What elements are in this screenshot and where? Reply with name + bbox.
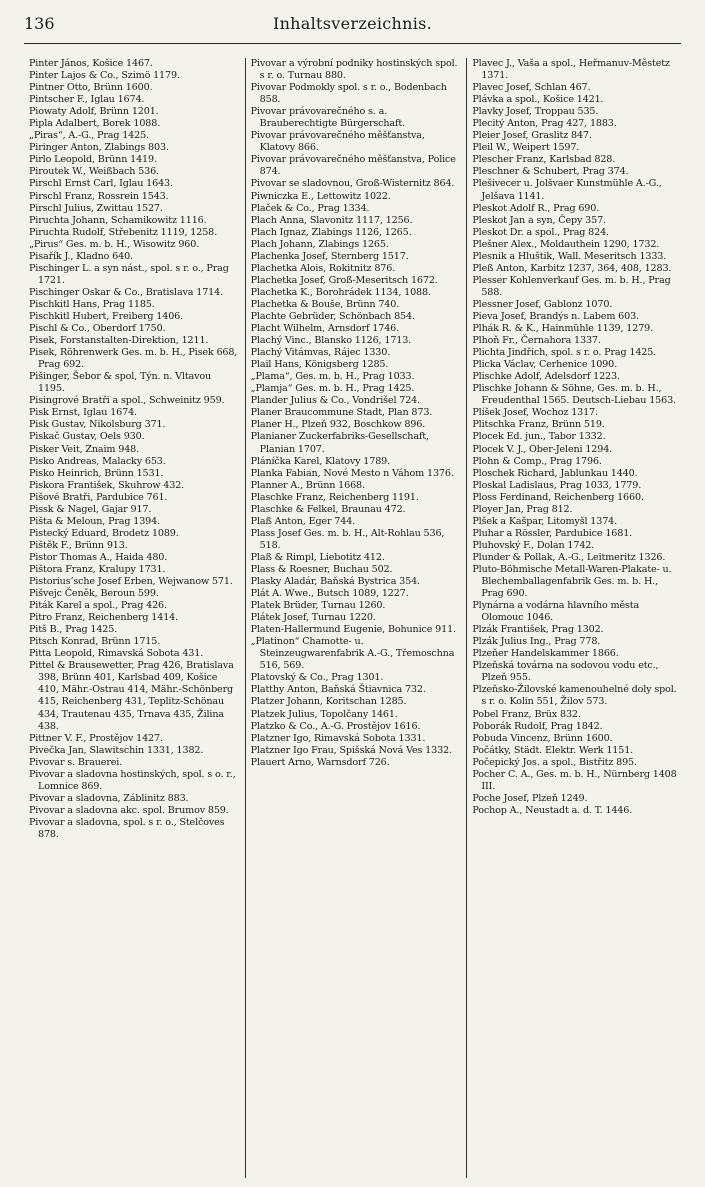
index-entry: Pivovar a sladovna akc. spol. Brumov 859.	[29, 804, 229, 816]
index-column-2	[245, 58, 467, 1178]
index-entry: Pivovar s. Brauerei.	[29, 756, 123, 768]
index-entry: Pleß Anton, Karbitz 1237, 364, 408, 1283.	[472, 262, 672, 274]
index-entry: Pieva Josef, Brandýs n. Labem 603.	[472, 310, 639, 322]
index-entry: Pisker Veit, Znaim 948.	[29, 443, 140, 455]
page-number: 136	[24, 14, 55, 33]
index-entry: Plauert Arno, Warnsdorf 726.	[250, 756, 390, 768]
index-entry: Plhák R. & K., Hainmühle 1139, 1279.	[472, 323, 654, 335]
index-entry: Pisek, Forstanstalten-Direktion, 1211.	[29, 335, 209, 347]
index-entry: Ployer Jan, Prag 812.	[472, 503, 573, 515]
index-entry: Plzák František, Prag 1302.	[472, 624, 604, 636]
index-entry: „Pirus“ Ges. m. b. H., Wisowitz 960.	[29, 238, 200, 250]
index-entry: Piowaty Adolf, Brünn 1201.	[29, 106, 159, 118]
index-entry: Pluhovský F., Dolan 1742.	[472, 539, 595, 551]
index-entry: Pleskot Dr. a spol., Prag 824.	[472, 226, 609, 238]
index-entry: Plichta Jindřich, spol. s r. o. Prag 1425.	[472, 347, 657, 359]
index-entry: Plicka Václav, Cerhenice 1090.	[472, 359, 617, 371]
index-entry: Pitš B., Prag 1425.	[29, 624, 118, 636]
index-entry: Plíšek Josef, Wochoz 1317.	[472, 407, 598, 419]
index-entry: Plátek Josef, Turnau 1220.	[250, 612, 376, 624]
index-entry: Pirschl Julius, Zwittau 1527.	[29, 202, 163, 214]
index-entry: Pleskot Jan a syn, Čepy 357.	[472, 214, 606, 226]
index-entry: Plachý Vitámvas, Rájec 1330.	[250, 347, 391, 359]
index-entry: Plachetka Josef, Groß-Meseritsch 1672.	[250, 274, 438, 286]
index-entry: Pobel Franz, Brüx 832.	[472, 708, 581, 720]
index-entry: Pirlo Leopold, Brünn 1419.	[29, 154, 157, 166]
index-entry: Ploschek Richard, Jablunkau 1440.	[472, 467, 638, 479]
index-entry: Plynárna a vodárna hlavního města Olomouc 1046.	[472, 600, 640, 624]
index-column-3	[466, 58, 688, 1178]
index-entry: Plessner Josef, Gablonz 1070.	[472, 298, 613, 310]
index-entry: Platzner Igo Frau, Spišská Nová Ves 1332.	[250, 744, 452, 756]
index-entry: Pistor Thomas A., Haida 480.	[29, 551, 168, 563]
index-entry: Poborák Rudolf, Prag 1842.	[472, 720, 603, 732]
index-entry: Pištora Franz, Kralupy 1731.	[29, 563, 166, 575]
index-entry: Piringer Anton, Zlabings 803.	[29, 142, 169, 154]
index-entry: Pitta Leopold, Rimavská Sobota 431.	[29, 648, 204, 660]
index-entry: Pivovar právovarečného měšťanstva, Police 874.	[250, 154, 456, 178]
index-entry: Pivovar Podmokly spol. s r. o., Bodenbach 858.	[250, 82, 447, 106]
index-entry: Poche Josef, Plzeň 1249.	[472, 792, 588, 804]
index-entry: Plesser Kohlenverkauf Ges. m. b. H., Prag 588.	[472, 274, 671, 298]
index-entry: Pluto-Böhmische Metall-Waren-Plakate- u. Blechemballagenfabrik Ges. m. b. H., Prag 690.	[472, 563, 672, 600]
index-entry: Plzeňer Handelskammer 1866.	[472, 648, 619, 660]
index-entry: Pintscher F., Iglau 1674.	[29, 94, 145, 106]
index-entry: Plachý Vinc., Blansko 1126, 1713.	[250, 335, 412, 347]
index-entry: „Plama“, Ges. m. b. H., Prag 1033.	[250, 371, 415, 383]
index-entry: Platen-Hallermund Eugenie, Bohunice 911.	[250, 624, 456, 636]
index-entry: Pivovar a výrobní podniky hostinských spol. s r. o. Turnau 880.	[250, 58, 458, 82]
index-entry: Plischke Johann & Söhne, Ges. m. b. H., Freudenthal 1565. Deutsch-Liebau 1563.	[472, 383, 676, 407]
index-entry: Plesnik a Hluštik, Wall. Meseritsch 1333.	[472, 250, 667, 262]
index-entry: Pivovar se sladovnou, Groß-Wisternitz 864.	[250, 178, 455, 190]
index-entry: Pinter Lajos & Co., Szimö 1179.	[29, 70, 180, 82]
index-entry: Plass & Roesner, Buchau 502.	[250, 563, 393, 575]
index-entry: Plaß Anton, Eger 744.	[250, 515, 356, 527]
index-entry: Ploskal Ladislaus, Prag 1033, 1779.	[472, 479, 642, 491]
index-entry: Placht Wilhelm, Arnsdorf 1746.	[250, 323, 400, 335]
index-entry: Pivovar a sladovna hostinských, spol. s o. r., Lomnice 869.	[29, 768, 236, 792]
index-entry: Planer Braucommune Stadt, Plan 873.	[250, 407, 433, 419]
index-entry: Piruchta Rudolf, Střebenitz 1119, 1258.	[29, 226, 218, 238]
index-entry: Pišta & Meloun, Prag 1394.	[29, 515, 160, 527]
index-entry: Plavec Josef, Schlan 467.	[472, 82, 591, 94]
index-entry: Pistecký Eduard, Brodetz 1089.	[29, 527, 179, 539]
index-entry: „Piras“, A.-G., Prag 1425.	[29, 130, 149, 142]
index-entry: Plunder & Pollak, A.-G., Leitmeritz 1326.	[472, 551, 666, 563]
index-entry: Pitsch Konrad, Brünn 1715.	[29, 636, 161, 648]
index-entry: Piskora František, Skuhrow 432.	[29, 479, 185, 491]
index-entry: Plát A. Wwe., Butsch 1089, 1227.	[250, 588, 409, 600]
index-entry: Pisk Gustav, Nikolsburg 371.	[29, 419, 166, 431]
index-entry: Plohn & Comp., Prag 1796.	[472, 455, 602, 467]
index-entry: Plach Johann, Zlabings 1265.	[250, 238, 389, 250]
page-header	[24, 14, 681, 40]
index-entry: Pocher C. A., Ges. m. b. H., Nürnberg 1408 III.	[472, 768, 677, 792]
index-entry: Pischinger L. a syn nást., spol. s r. o., Prag 1721.	[29, 262, 229, 286]
index-entry: Piwniczka E., Lettowitz 1022.	[250, 190, 391, 202]
index-entry: Plocek Ed. jun., Tabor 1332.	[472, 431, 606, 443]
index-entry: Plšek a Kašpar, Litomyšl 1374.	[472, 515, 617, 527]
index-entry: Pipla Adalbert, Borek 1088.	[29, 118, 161, 130]
index-entry: Pobuda Vincenz, Brünn 1600.	[472, 732, 613, 744]
index-entry: Plachenka Josef, Sternberg 1517.	[250, 250, 409, 262]
index-entry: Plischke Adolf, Adelsdorf 1223.	[472, 371, 620, 383]
index-entry: Piskač Gustav, Oels 930.	[29, 431, 145, 443]
index-entry: „Platinon“ Chamotte- u. Steinzeugwarenfabrik A.-G., Třemoschna 516, 569.	[250, 636, 455, 672]
index-entry: Plachetka K., Borohrádek 1134, 1088.	[250, 286, 431, 298]
index-entry: Pischkitl Hubert, Freiberg 1406.	[29, 310, 184, 322]
index-entry: Piták Karel a spol., Prag 426.	[29, 600, 167, 612]
index-entry: Plitschka Franz, Brünn 519.	[472, 419, 605, 431]
index-entry: Pischinger Oskar & Co., Bratislava 1714.	[29, 286, 223, 298]
index-entry: Plzák Julius Ing., Prag 778.	[472, 636, 601, 648]
index-entry: Platzek Julius, Topolčany 1461.	[250, 708, 398, 720]
index-entry: Pištěk F., Brünn 913.	[29, 539, 128, 551]
index-entry: Plávka a spol., Košice 1421.	[472, 94, 604, 106]
index-entry: Pintner Otto, Brünn 1600.	[29, 82, 153, 94]
index-entry: Platek Brüder, Turnau 1260.	[250, 600, 386, 612]
index-entry: Pischkitl Hans, Prag 1185.	[29, 298, 155, 310]
index-entry: Pivovar a sladovna, spol. s r. o., Stelčoves 878.	[29, 816, 225, 840]
index-entry: Platzko & Co., A.-G. Prostějov 1616.	[250, 720, 421, 732]
index-entry: Plach Anna, Slavonitz 1117, 1256.	[250, 214, 413, 226]
index-entry: Pittel & Brausewetter, Prag 426, Bratislava 398, Brünn 401, Karlsbad 409, Košice 410, Mähr.-Ostrau 414, Mähr.-Schönberg 415, Reichenberg 431, Teplitz-Schönau 434, Trautenau 435, Trnava 435, Žilina 438.	[29, 660, 234, 732]
index-entry: Pleier Josef, Graslitz 847.	[472, 130, 592, 142]
index-entry: Plaschke & Felkel, Braunau 472.	[250, 503, 406, 515]
index-entry: Plecitý Anton, Prag 427, 1883.	[472, 118, 617, 130]
index-entry: Počepický Jos. a spol., Bistřitz 895.	[472, 756, 637, 768]
index-entry: Plander Julius & Co., Vondrišel 724.	[250, 395, 421, 407]
index-entry: Plešner Alex., Moldauthein 1290, 1732.	[472, 238, 660, 250]
index-entry: Pivovar právovarečného měšťanstva, Klatovy 866.	[250, 130, 425, 154]
index-entry: Pittner V. F., Prostějov 1427.	[29, 732, 163, 744]
index-entry: Plaschke Franz, Reichenberg 1191.	[250, 491, 419, 503]
index-entry: Plail Hans, Königsberg 1285.	[250, 359, 389, 371]
index-entry: Počátky, Städt. Elektr. Werk 1151.	[472, 744, 634, 756]
index-columns	[24, 58, 688, 1178]
index-entry: Plasky Aladár, Baňská Bystrica 354.	[250, 576, 420, 588]
header-rule	[24, 43, 681, 44]
index-entry: Pleschner & Schubert, Prag 374.	[472, 166, 629, 178]
index-entry: Pisařík J., Kladno 640.	[29, 250, 133, 262]
index-entry: Pisek, Röhrenwerk Ges. m. b. H., Pisek 668, Prag 692.	[29, 347, 238, 371]
index-entry: Pochop A., Neustadt a. d. T. 1446.	[472, 804, 633, 816]
index-entry: Pitro Franz, Reichenberg 1414.	[29, 612, 179, 624]
index-entry: Platzner Igo, Rimavská Sobota 1331.	[250, 732, 426, 744]
index-entry: Piroutek W., Weißbach 536.	[29, 166, 159, 178]
index-entry: Plavky Josef, Troppau 535.	[472, 106, 599, 118]
index-entry: Pišinger, Šebor & spol, Týn. n. Vltavou 1195.	[29, 371, 212, 395]
index-entry: Pinter János, Košice 1467.	[29, 58, 153, 69]
index-entry: Plaß & Rimpl, Liebotitz 412.	[250, 551, 385, 563]
index-entry: Platzer Johann, Koritschan 1285.	[250, 696, 407, 708]
index-entry: Pisingrové Bratři a spol., Schweinitz 959.	[29, 395, 225, 407]
index-entry: Plachte Gebrüder, Schönbach 854.	[250, 310, 415, 322]
index-entry: „Plamja“ Ges. m. b. H., Prag 1425.	[250, 383, 415, 395]
index-entry: Piruchta Johann, Schamikowitz 1116.	[29, 214, 207, 226]
index-entry: Platovský & Co., Prag 1301.	[250, 672, 384, 684]
index-entry: Plass Josef Ges. m. b. H., Alt-Rohlau 536, 518.	[250, 527, 445, 551]
index-entry: Pirschl Ernst Carl, Iglau 1643.	[29, 178, 173, 190]
index-column-1	[24, 58, 245, 1178]
index-entry: Plachetka & Bouše, Brünn 740.	[250, 298, 400, 310]
index-entry: Pirschl Franz, Rossrein 1543.	[29, 190, 169, 202]
page-title: Inhaltsverzeichnis.	[272, 14, 433, 33]
index-entry: Planianer Zuckerfabriks-Gesellschaft, Planian 1707.	[250, 431, 429, 455]
index-entry: Plocek V. J., Ober-Jeleni 1294.	[472, 443, 613, 455]
index-entry: Ploss Ferdinand, Reichenberg 1660.	[472, 491, 644, 503]
index-entry: Planka Fabian, Nové Mesto n Váhom 1376.	[250, 467, 454, 479]
index-entry: Pisko Heinrich, Brünn 1531.	[29, 467, 164, 479]
index-entry: Pissk & Nagel, Gajar 917.	[29, 503, 152, 515]
index-entry: Plach Ignaz, Zlabings 1126, 1265.	[250, 226, 412, 238]
index-entry: Pišové Bratři, Pardubice 761.	[29, 491, 168, 503]
index-entry: Pisk Ernst, Iglau 1674.	[29, 407, 137, 419]
index-entry: Pischl & Co., Oberdorf 1750.	[29, 323, 166, 335]
index-entry: Pláníčka Karel, Klatovy 1789.	[250, 455, 391, 467]
index-entry: Plešivecer u. Jolšvaer Kunstmühle A.-G., Jelšava 1141.	[472, 178, 662, 202]
index-entry: Pleskot Adolf R., Prag 690.	[472, 202, 600, 214]
index-entry: Pleil W., Weipert 1597.	[472, 142, 580, 154]
index-entry: Pivečka Jan, Slawitschin 1331, 1382.	[29, 744, 204, 756]
index-entry: Pisko Andreas, Malacky 653.	[29, 455, 166, 467]
index-entry: Planner A., Brünn 1668.	[250, 479, 365, 491]
index-entry: Plescher Franz, Karlsbad 828.	[472, 154, 616, 166]
index-entry: Pivovar právovarečného s. a. Brauberechtigte Bürgerschaft.	[250, 106, 406, 130]
index-entry: Pluhar a Rössler, Pardubice 1681.	[472, 527, 633, 539]
index-entry: Plachetka Alois, Rokitnitz 876.	[250, 262, 396, 274]
index-entry: Plaček & Co., Prag 1334.	[250, 202, 370, 214]
index-entry: Platthy Anton, Baňská Štiavnica 732.	[250, 684, 426, 696]
index-entry: Pivovar a sladovna, Záblinitz 883.	[29, 792, 189, 804]
index-entry: Plhoň Fr., Černahora 1337.	[472, 335, 601, 347]
index-entry: Plzeňská továrna na sodovou vodu etc., Plzeň 955.	[472, 660, 659, 684]
index-entry: Plzeňsko-Žilovské kamenouhelné doly spol. s r. o. Kolin 551, Žilov 573.	[472, 684, 677, 708]
index-entry: Plavec J., Vaša a spol., Heřmanuv-Městetz 1371.	[472, 58, 670, 82]
index-entry: Pistorius’sche Josef Erben, Wejwanow 571.	[29, 576, 233, 588]
index-entry: Planer H., Plzeň 932, Boschkow 896.	[250, 419, 426, 431]
index-entry: Pišvejc Čeněk, Beroun 599.	[29, 588, 159, 600]
